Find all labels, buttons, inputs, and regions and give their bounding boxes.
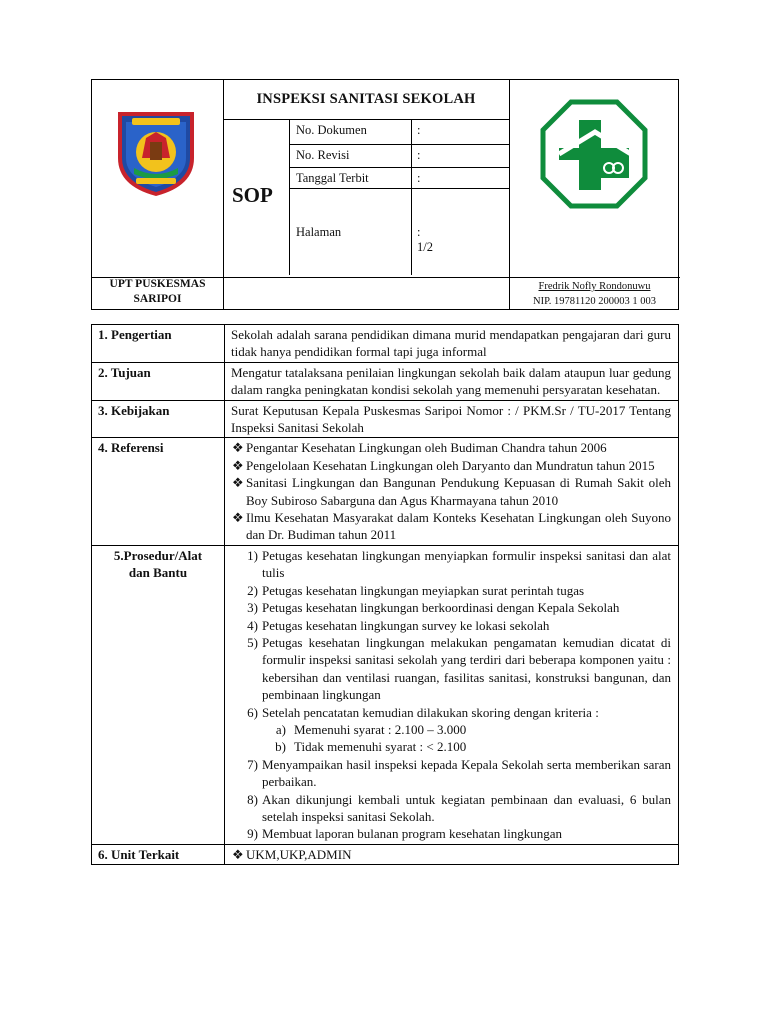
puskesmas-logo-icon [539,98,649,210]
list-item: 6) Setelah pencatatan kemudian dilakukan skoring dengan kriteria : [247,704,599,720]
list-item: ❖ UKM,UKP,ADMIN [229,846,671,863]
divider [223,119,509,120]
meta-value: : 1/2 [417,225,433,254]
signer-name: Fredrik Nofly Rondonuwu [538,281,651,292]
divider [411,119,412,275]
row-label: 4. Referensi [92,438,225,545]
sop-label: SOP [232,183,273,207]
criteria-item: a) Memenuhi syarat : 2.100 – 3.000 [275,721,467,737]
meta-label: No. Dokumen [296,123,367,137]
unit-name-line: SARIPOI [133,293,182,305]
list-item: 1) Petugas kesehatan lingkungan menyiapkan formulir inspeksi sanitasi dan alat tulis [247,547,671,581]
list-item: ❖ Ilmu Kesehatan Masyarakat dalam Konteks Kesehatan Lingkungan oleh Suyono dan Dr. Budiman tahun 2011 [229,509,671,544]
list-item: 5) Petugas kesehatan lingkungan melakukan pengamatan kemudian dicatat di formulir inspeksi sanitasi sekolah yang terdiri dari beberapa komponen yaitu : kebersihan dan ventilasi ruangan, fasilitas sanitasi, konstruksi bangunan, dan pembinaan lingkungan [247,634,671,703]
list-item: 3) Petugas kesehatan lingkungan berkoordinasi dengan Kepala Sekolah [247,600,620,616]
row-value [225,844,679,864]
divider [289,144,509,145]
list-item: ❖ Pengelolaan Kesehatan Lingkungan oleh Daryanto dan Mundratun tahun 2015 [229,457,671,474]
row-value: Surat Keputusan Kepala Puskesmas Saripoi Nomor : / PKM.Sr / TU-2017 Tentang Inspeksi Sanitasi Sekolah [225,400,679,438]
divider [289,167,509,168]
bullet-diamond-icon: ❖ [232,457,244,473]
list-item: ❖ Sanitasi Lingkungan dan Bangunan Pendukung Kepuasan di Rumah Sakit oleh Boy Subiroso Sabarguna dan Agus Kharmayana tahun 2010 [229,474,671,509]
meta-value: : [417,123,421,137]
row-label: 5.Prosedur/Alat dan Bantu [92,545,225,844]
meta-label: Tanggal Terbit [296,171,369,185]
row-value [225,438,679,545]
table-row [92,438,679,545]
list-item: ❖ Pengantar Kesehatan Lingkungan oleh Budiman Chandra tahun 2006 [229,439,671,456]
unit-name [92,277,223,307]
list-item: 8) Akan dikunjungi kembali untuk kegiatan pembinaan dan evaluasi, 6 bulan setelah inspeksi sanitasi Sekolah. [247,791,671,824]
divider [509,80,510,309]
signer-nip: NIP. 19781120 200003 1 003 [533,296,656,307]
meta-label: No. Revisi [296,148,350,162]
meta-value: : [417,171,421,185]
table-row [92,844,679,864]
row-label: 3. Kebijakan [92,400,225,438]
list-item: 7) Menyampaikan hasil inspeksi kepada Kepala Sekolah serta memberikan saran perbaikan. [247,756,671,790]
divider [289,119,290,275]
row-value [225,545,679,844]
bullet-diamond-icon: ❖ [232,510,244,526]
list-item: 4) Petugas kesehatan lingkungan survey ke lokasi sekolah [247,617,550,633]
criteria-item: b) Tidak memenuhi syarat : < 2.100 [275,739,467,755]
meta-label: Halaman [296,225,342,239]
table-row [92,325,679,363]
sop-header [91,79,679,310]
regency-emblem-icon [112,108,200,198]
list-item: 9) Membuat laporan bulanan program kesehatan lingkungan [247,826,562,842]
bullet-diamond-icon: ❖ [232,440,244,456]
divider [289,188,509,189]
row-value: Sekolah adalah sarana pendidikan dimana murid mendapatkan pengajaran dari guru tidak hanya pendidikan formal tapi juga informal [225,325,679,363]
row-label: 1. Pengertian [92,325,225,363]
unit-name-line: UPT PUSKESMAS [109,278,206,290]
row-label: 2. Tujuan [92,362,225,400]
bullet-diamond-icon: ❖ [232,846,244,862]
table-row [92,400,679,438]
bullet-diamond-icon: ❖ [232,475,244,491]
sop-content-table [91,324,679,865]
row-value: Mengatur tatalaksana penilaian lingkungan sekolah baik dalam ataupun luar gedung dalam rangka peningkatan kondisi sekolah yang memenuhi persyaratan kesehatan. [225,362,679,400]
list-item: 2) Petugas kesehatan lingkungan meyiapkan surat perintah tugas [247,582,585,598]
row-label: 6. Unit Terkait [92,844,225,864]
meta-value: : [417,148,421,162]
table-row [92,545,679,844]
table-row [92,362,679,400]
document-title: INSPEKSI SANITASI SEKOLAH [256,91,476,107]
signer-block [509,279,680,309]
